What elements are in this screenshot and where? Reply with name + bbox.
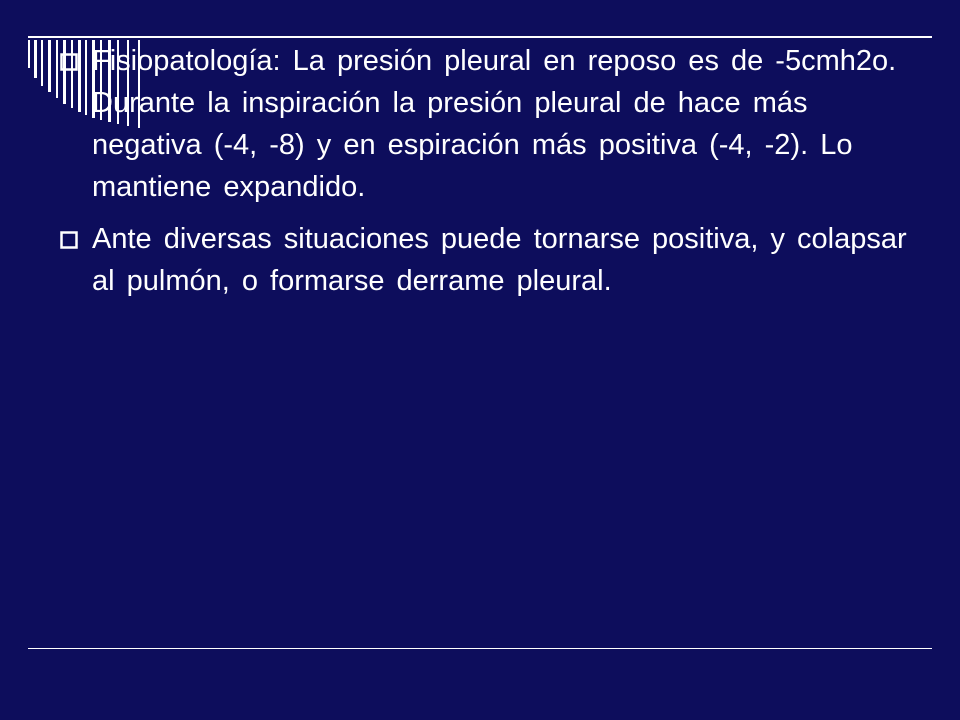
top-border-line — [28, 36, 932, 38]
hollow-square-icon — [60, 53, 78, 71]
bullet-text: Ante diversas situaciones puede tornarse positiva, y colapsar al pulmón, o formarse derrame pleural. — [92, 223, 907, 297]
hollow-square-icon — [60, 231, 78, 249]
bullet-item — [60, 218, 910, 302]
bullet-list — [60, 40, 910, 312]
bottom-border-line — [28, 648, 932, 649]
bullet-item — [60, 40, 910, 208]
bullet-text: Fisiopatología: La presión pleural en reposo es de -5cmh2o. Durante la inspiración la presión pleural de hace más negativa (-4, -8) y en espiración más positiva (-4, -2). Lo mantiene expandido. — [92, 45, 897, 203]
